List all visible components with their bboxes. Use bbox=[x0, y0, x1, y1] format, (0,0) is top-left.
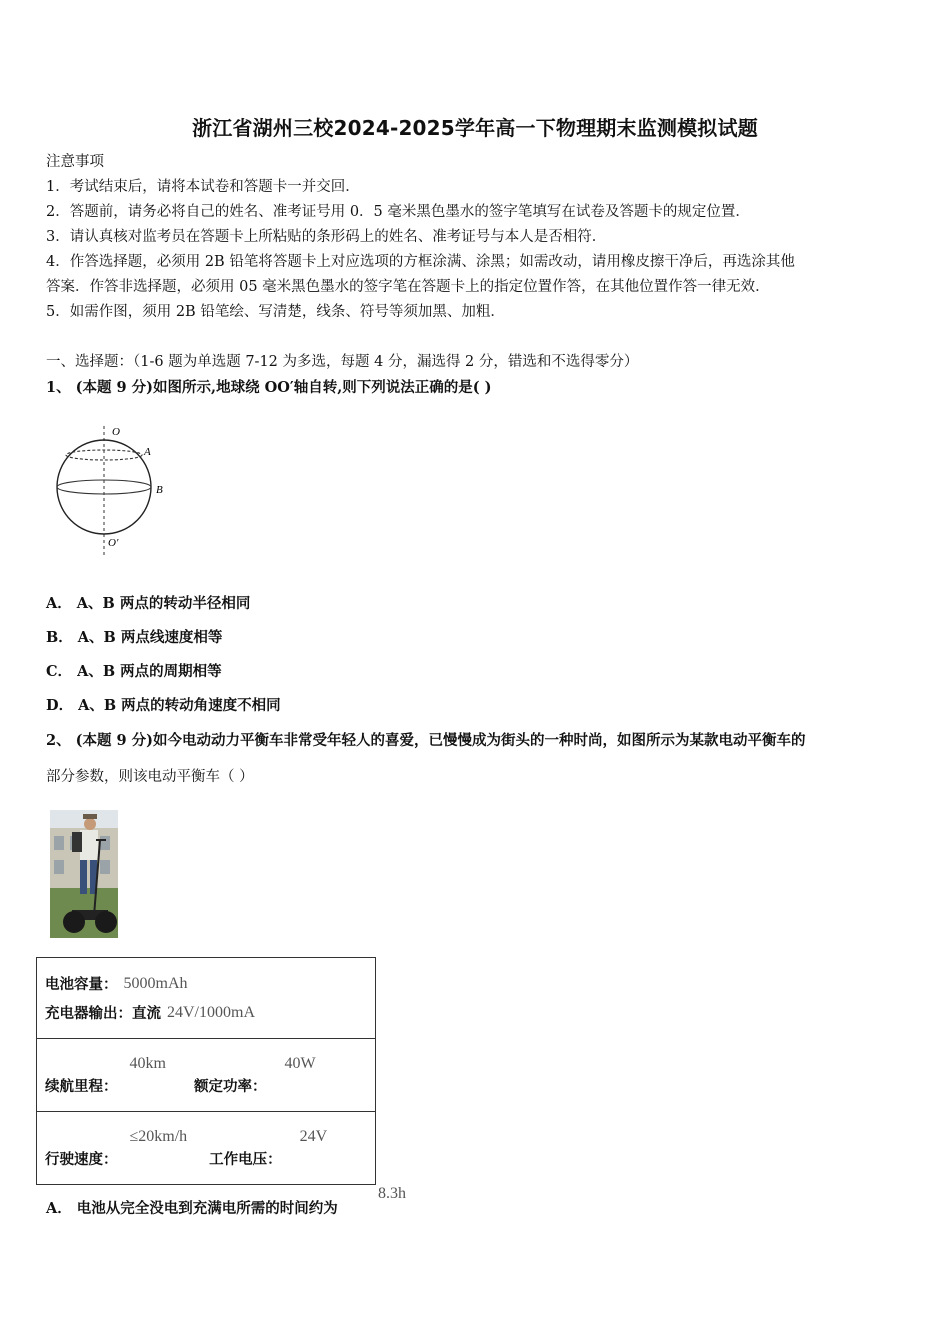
q1-option-c: C． A、B 两点的周期相等 bbox=[46, 663, 222, 680]
question-2-stem bbox=[46, 731, 806, 751]
charger-label: 充电器输出：直流 bbox=[45, 1005, 161, 1022]
battery-label: 电池容量： bbox=[45, 976, 118, 993]
label-o: O bbox=[112, 426, 120, 438]
charger-value: 24V/1000mA bbox=[167, 1003, 255, 1021]
voltage-label: 工作电压： bbox=[209, 1150, 282, 1168]
power-label: 额定功率： bbox=[193, 1077, 267, 1095]
spec-row-speed-voltage bbox=[37, 1112, 376, 1185]
q1-option-a: A． A、B 两点的转动半径相同 bbox=[46, 595, 251, 612]
label-b: B bbox=[156, 484, 163, 496]
spec-row-range-power bbox=[37, 1039, 376, 1112]
earth-rotation-figure bbox=[50, 420, 180, 560]
section-heading: 一、选择题：（1-6 题为单选题 7-12 为多选，每题 4 分，漏选得 2 分，错选和不选得零分） bbox=[46, 354, 639, 370]
range-label: 续航里程： bbox=[45, 1077, 118, 1095]
notice-item: 1．考试结束后，请将本试卷和答题卡一并交回． bbox=[46, 179, 360, 195]
power-value: 40W bbox=[284, 1054, 316, 1072]
notice-item: 3．请认真核对监考员在答题卡上所粘贴的条形码上的姓名、准考证号与本人是否相符． bbox=[46, 229, 607, 245]
voltage-value: 24V bbox=[299, 1127, 328, 1145]
speed-value: ≤20km/h bbox=[129, 1127, 188, 1145]
balance-scooter-photo bbox=[50, 810, 118, 938]
notice-item: 5．如需作图，须用 2B 铅笔绘、写清楚，线条、符号等须加黑、加粗． bbox=[46, 304, 505, 320]
label-o-prime: O′ bbox=[108, 537, 119, 549]
q2-option-a: A． 电池从完全没电到充满电所需的时间约为 bbox=[46, 1200, 338, 1217]
question-1-stem: 1、 (本题 9 分)如图所示,地球绕 OO′轴自转,则下列说法正确的是( ) bbox=[46, 379, 492, 396]
page-title: 浙江省湖州三校2024-2025学年高一下物理期末监测模拟试题 bbox=[192, 116, 758, 140]
q2-option-a-value: 8.3h bbox=[378, 1185, 406, 1202]
notice-item: 答案．作答非选择题，必须用 05 毫米黑色墨水的签字笔在答题卡上的指定位置作答，在其他位置作答一律无效． bbox=[46, 279, 770, 295]
notice-item: 4．作答选择题，必须用 2B 铅笔将答题卡上对应选项的方框涂满、涂黑；如需改动，请用橡皮擦干净后，再选涂其他 bbox=[46, 254, 795, 270]
label-a: A bbox=[144, 446, 151, 458]
notice-item: 2．答题前，请务必将自己的姓名、准考证号用 0．5 毫米黑色墨水的签字笔填写在试卷及答题卡的规定位置． bbox=[46, 204, 750, 220]
spec-row-battery-charger bbox=[37, 958, 376, 1039]
question-2-stem-line1: 2、 (本题 9 分)如今电动动力平衡车非常受年轻人的喜爱，已慢慢成为街头的一种时尚，如图所示为某款电动平衡车的 bbox=[46, 732, 806, 749]
range-value: 40km bbox=[129, 1054, 166, 1072]
battery-value: 5000mAh bbox=[123, 974, 188, 992]
notice-heading: 注意事项 bbox=[46, 154, 104, 170]
q1-option-d: D． A、B 两点的转动角速度不相同 bbox=[46, 697, 281, 714]
scooter-spec-table bbox=[36, 957, 376, 1185]
speed-label: 行驶速度： bbox=[45, 1150, 118, 1168]
q1-option-b: B． A、B 两点线速度相等 bbox=[46, 629, 223, 646]
question-2-stem-line2: 部分参数，则该电动平衡车（ ） bbox=[46, 769, 254, 785]
